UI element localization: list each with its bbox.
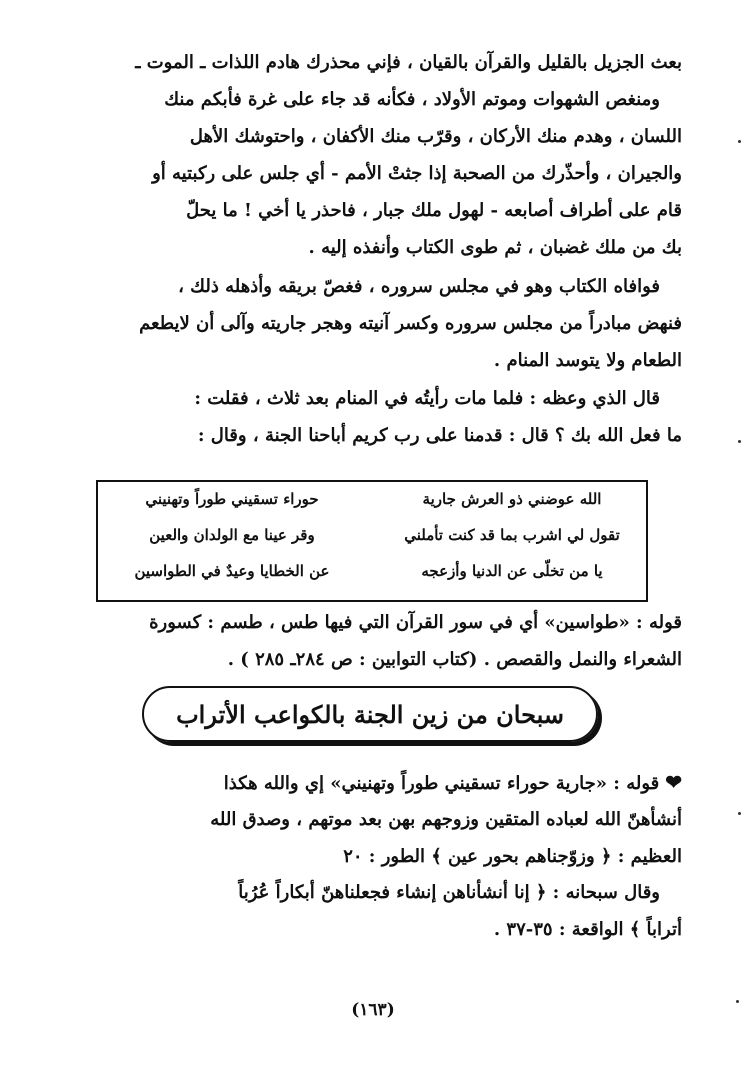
section-heading	[142, 686, 598, 742]
heart-icon: ❤	[665, 770, 682, 794]
page-number: (١٦٣)	[351, 1000, 395, 1020]
poem-verse	[98, 526, 646, 562]
poem-verse	[98, 562, 646, 598]
text-line: الشعراء والنمل والقصص . (كتاب التوابين : ص ٢٨٤ـ ٢٨٥ ) .	[227, 649, 682, 670]
scan-speck	[738, 440, 741, 443]
text-line: أتراباً ﴾ الواقعة : ٣٥-٣٧ .	[493, 919, 682, 940]
paragraph-5	[70, 764, 682, 875]
poem-hemistich-second: وقر عينا مع الولدان والعين	[149, 526, 315, 544]
text-line	[70, 764, 682, 801]
section-heading-text: سبحان من زين الجنة بالكواعب الأتراب	[176, 699, 564, 729]
paragraph-6	[70, 874, 682, 948]
poem-box	[96, 480, 648, 602]
scan-speck	[736, 1000, 739, 1003]
text-line: ما فعل الله بك ؟ قال : قدمنا على رب كريم أباحنا الجنة ، وقال :	[197, 425, 682, 446]
poem-hemistich-second: عن الخطايا وعيدٌ في الطواسين	[134, 562, 330, 580]
scan-speck	[738, 140, 741, 143]
poem-hemistich-first: الله عوضني ذو العرش جارية	[422, 490, 602, 508]
text-line: فنهض مبادراً من مجلس سروره وكسر آنيته وهجر جاريته وآلى أن لايطعم	[139, 313, 682, 334]
poem-verse	[98, 490, 646, 526]
scan-speck	[738, 812, 741, 815]
paragraph-1	[70, 44, 682, 266]
text-line: ومنغص الشهوات وموتم الأولاد ، فكأنه قد جاء على غرة فأبكم منك	[164, 89, 660, 110]
text-line: والجيران ، وأحذّرك من الصحبة إذا جثتْ الأمم - أي جلس على ركبتيه أو	[152, 163, 682, 184]
text-line: قال الذي وعظه : فلما مات رأيتُه في المنام بعد ثلاث ، فقلت :	[194, 388, 660, 409]
text-line: أنشأهنّ الله لعباده المتقين وزوجهم بهن بعد موتهم ، وصدق الله	[210, 809, 682, 830]
text-line: قوله : «طواسين» أي في سور القرآن التي فيها طس ، طسم : كسورة	[149, 612, 682, 633]
text-line: اللسان ، وهدم منك الأركان ، وقرّب منك الأكفان ، واحتوشك الأهل	[189, 126, 682, 147]
text-line-content: قوله : «جارية حوراء تسقيني طوراً وتهنيني» إي والله هكذا	[223, 773, 660, 794]
paragraph-2	[70, 268, 682, 379]
paragraph-4	[70, 604, 682, 678]
text-line: بعث الجزيل بالقليل والقرآن بالقيان ، فإني محذرك هادم اللذات ـ الموت ـ	[135, 52, 682, 73]
text-line: فوافاه الكتاب وهو في مجلس سروره ، فغصّ بريقه وأذهله ذلك ،	[178, 276, 660, 297]
text-line: بك من ملك غضبان ، ثم طوى الكتاب وأنفذه إليه .	[308, 237, 682, 258]
poem-hemistich-first: يا من تخلّى عن الدنيا وأزعجه	[421, 562, 603, 580]
text-line: قام على أطراف أصابعه - لهول ملك جبار ، فاحذر يا أخي ! ما يحلّ	[186, 200, 682, 221]
poem-hemistich-first: تقول لي اشرب بما قد كنت تأملني	[404, 526, 620, 544]
poem-hemistich-second: حوراء تسقيني طوراً وتهنيني	[145, 490, 319, 508]
text-line: وقال سبحانه : ﴿ إنا أنشأناهن إنشاء فجعلناهنّ أبكاراً عُرُباً	[238, 882, 660, 903]
text-line: العظيم : ﴿ وزوّجناهم بحور عين ﴾ الطور : ٢٠	[343, 846, 682, 867]
text-line: الطعام ولا يتوسد المنام .	[493, 350, 682, 371]
paragraph-3	[70, 380, 682, 454]
